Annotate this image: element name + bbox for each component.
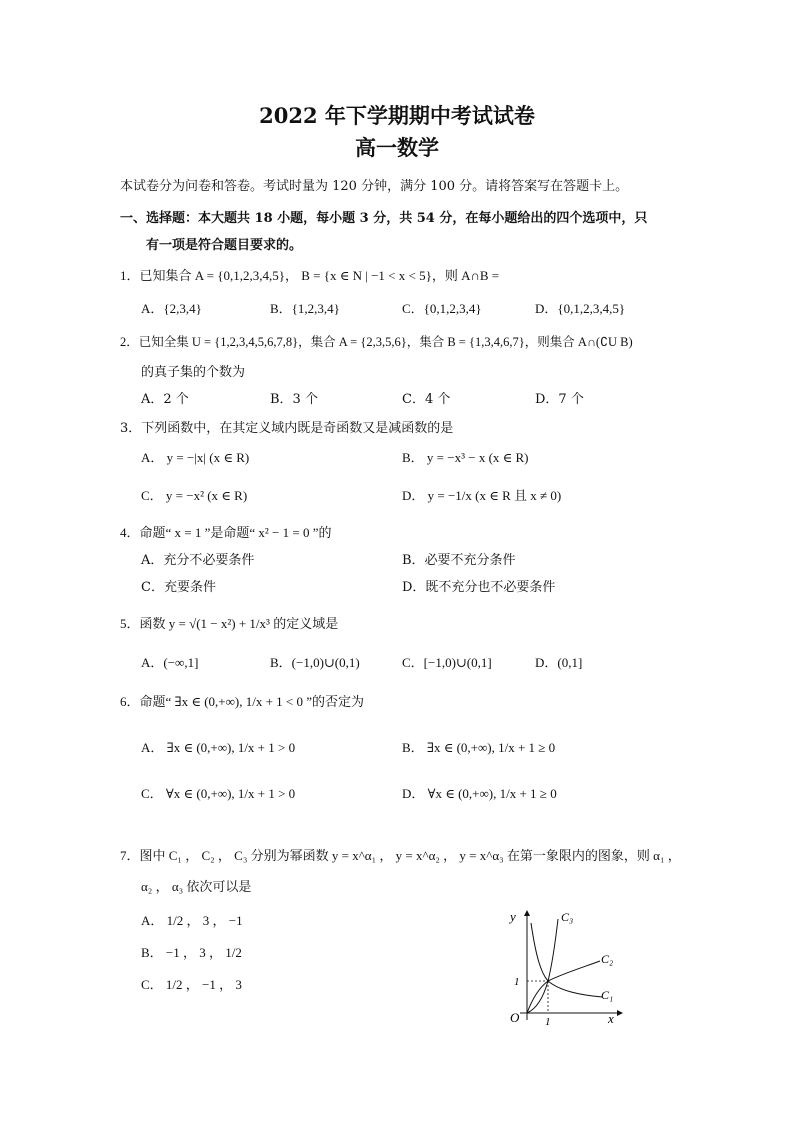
q2-option-d: D．7 个: [535, 392, 584, 407]
x-one-label: 1: [545, 1016, 551, 1025]
q5-option-d: D．(0,1]: [535, 655, 583, 670]
c1-label: C₁: [601, 988, 614, 1002]
y-one-label: 1: [514, 976, 520, 988]
c3-label: C₃: [561, 910, 574, 924]
q2-option-b: B．3 个: [270, 392, 318, 407]
q4-option-c: C．充要条件: [141, 580, 216, 595]
q3-option-b: B． y = −x³ − x (x ∈ R): [402, 450, 529, 465]
q3-option-a: A． y = −|x| (x ∈ R): [141, 450, 250, 465]
q1-option-c: C．{0,1,2,3,4}: [402, 301, 482, 316]
subject-title: 高一数学: [355, 135, 439, 160]
q5-option-b: B．(−1,0)∪(0,1): [270, 655, 360, 670]
q7-stem-cont: α₂ ， α₃ 依次可以是: [141, 879, 252, 894]
q3-option-d: D． y = −1/x (x ∈ R 且 x ≠ 0): [402, 488, 562, 503]
q1-stem: 1．已知集合 A = {0,1,2,3,4,5}， B = {x ∈ N | −1 < x < 5}，则 A∩B =: [120, 268, 500, 283]
exam-title: 2022 年下学期期中考试试卷: [259, 103, 535, 128]
curve-c1: [531, 923, 602, 997]
q4-option-a: A．充分不必要条件: [141, 553, 255, 568]
q3-stem: 3．下列函数中，在其定义域内既是奇函数又是减函数的是: [120, 421, 454, 436]
q1-option-b: B．{1,2,3,4}: [270, 301, 340, 316]
q2-stem: 2．已知全集 U = {1,2,3,4,5,6,7,8}，集合 A = {2,3,5,6}，集合 B = {1,3,4,6,7}，则集合 A∩(∁U B): [120, 335, 633, 349]
section-heading-cont: 有一项是符合题目要求的。: [146, 238, 303, 253]
q3-option-c: C． y = −x² (x ∈ R): [141, 488, 248, 503]
q6-option-b: B． ∃x ∈ (0,+∞), 1/x + 1 ≥ 0: [402, 740, 556, 755]
q5-option-a: A．(−∞,1]: [141, 655, 199, 670]
q4-stem: 4．命题“ x = 1 ”是命题“ x² − 1 = 0 ”的: [120, 525, 332, 540]
power-function-figure: [500, 905, 630, 1025]
q7-option-a: A． 1/2 ， 3 ， −1: [141, 913, 243, 928]
curve-c3: [527, 919, 558, 1013]
y-axis-label: y: [510, 909, 516, 924]
q7-stem: 7．图中 C₁ ， C₂ ， C₃ 分别为幂函数 y = x^α₁ ， y = x^α₂ ， y = x^α₃ 在第一象限内的图象，则 α₁ ，: [120, 848, 681, 863]
curve-c2: [527, 961, 600, 1013]
q1-option-d: D．{0,1,2,3,4,5}: [535, 301, 626, 316]
q7-option-c: C． 1/2 ， −1 ， 3: [141, 977, 242, 992]
q6-option-c: C． ∀x ∈ (0,+∞), 1/x + 1 > 0: [141, 786, 296, 801]
exam-intro: 本试卷分为问卷和答卷。考试时量为 120 分钟，满分 100 分。请将答案写在答题卡上。: [120, 179, 629, 194]
x-axis-label: x: [608, 1011, 614, 1025]
q5-stem: 5．函数 y = √(1 − x²) + 1/x³ 的定义域是: [120, 616, 339, 631]
q1-option-a: A．{2,3,4}: [141, 301, 202, 316]
q2-option-a: A．2 个: [141, 392, 189, 407]
q4-option-b: B．必要不充分条件: [402, 553, 516, 568]
q2-option-c: C．4 个: [402, 392, 451, 407]
q6-option-a: A． ∃x ∈ (0,+∞), 1/x + 1 > 0: [141, 740, 296, 755]
q5-option-c: C．[−1,0)∪(0,1]: [402, 655, 492, 670]
q6-stem: 6．命题“ ∃x ∈ (0,+∞), 1/x + 1 < 0 ”的否定为: [120, 694, 364, 709]
section-heading: 一、选择题：本大题共 18 小题，每小题 3 分，共 54 分，在每小题给出的四个选项中，只: [120, 211, 648, 226]
q7-option-b: B． −1 ， 3 ， 1/2: [141, 945, 242, 960]
q4-option-d: D．既不充分也不必要条件: [402, 580, 556, 595]
origin-label: O: [510, 1010, 520, 1025]
q2-stem-cont: 的真子集的个数为: [141, 365, 246, 380]
c2-label: C₂: [601, 952, 614, 966]
q6-option-d: D． ∀x ∈ (0,+∞), 1/x + 1 ≥ 0: [402, 786, 557, 801]
